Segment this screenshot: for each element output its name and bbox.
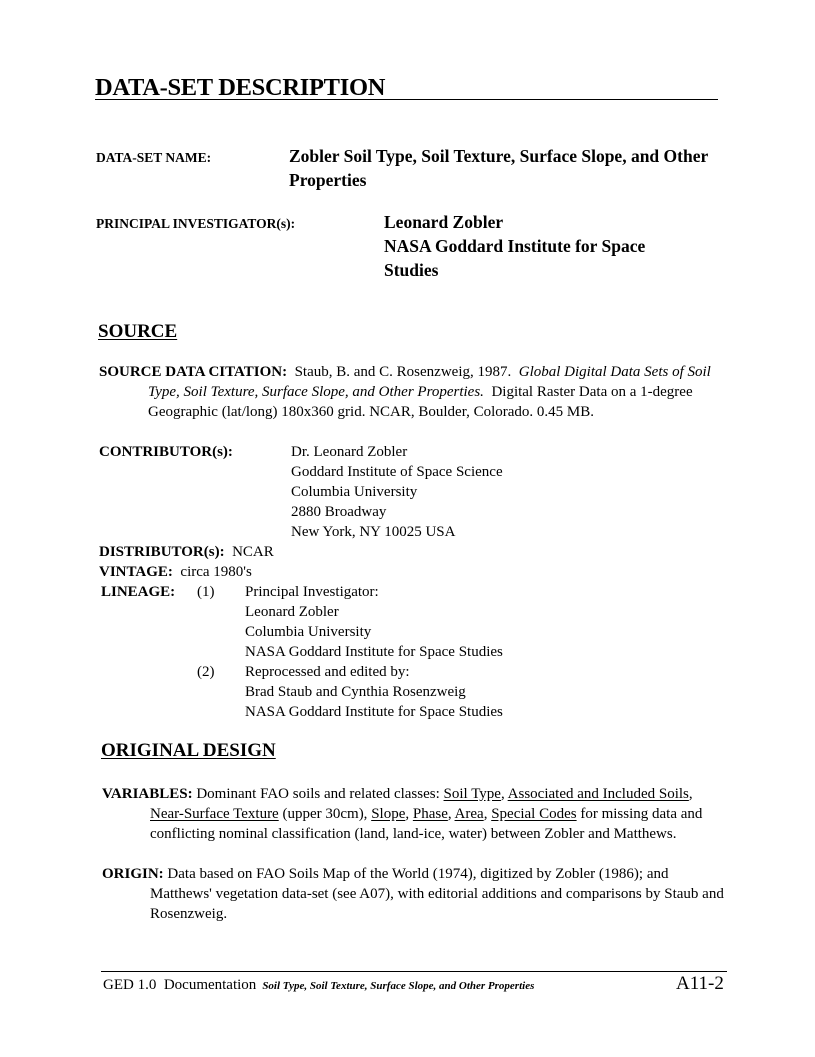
lineage-num: (2): [197, 664, 215, 680]
variables-intro: Dominant FAO soils and related classes:: [196, 786, 440, 802]
contributor-label: CONTRIBUTOR(s):: [99, 444, 233, 460]
source-heading: SOURCE: [98, 321, 178, 342]
contributor-line: 2880 Broadway: [291, 504, 387, 520]
contributor-line: New York, NY 10025 USA: [291, 524, 456, 540]
footer-rule: [101, 971, 727, 972]
contributor-line: Columbia University: [291, 484, 418, 500]
pi-line: NASA Goddard Institute for Space: [384, 236, 646, 256]
variable-phase: Phase: [412, 806, 448, 822]
lineage-line: Principal Investigator:: [245, 584, 379, 600]
lineage-label: LINEAGE:: [101, 584, 176, 600]
page-number: A11-2: [676, 973, 724, 994]
dataset-name-value: Zobler Soil Type, Soil Texture, Surface Slope, and Other Properties: [289, 146, 708, 190]
pi-value: [384, 210, 714, 282]
lineage-line: Leonard Zobler: [245, 604, 339, 620]
distributor: [99, 542, 274, 562]
citation-details: Digital Raster Data on a 1-degree Geographic (lat/long) 180x360 grid. NCAR, Boulder, Colorado. 0.45 MB.: [148, 384, 693, 420]
original-design-heading: ORIGINAL DESIGN: [101, 740, 276, 761]
distributor-value: NCAR: [232, 544, 274, 560]
title-rule: [95, 99, 718, 100]
contributor-line: Dr. Leonard Zobler: [291, 444, 408, 460]
footer-dataset-title: Soil Type, Soil Texture, Surface Slope, and Other Properties: [262, 980, 535, 992]
footer-doc-label: GED 1.0 Documentation: [103, 977, 257, 993]
lineage-line: Brad Staub and Cynthia Rosenzweig: [245, 684, 466, 700]
footer: [103, 977, 534, 994]
citation-authors: Staub, B. and C. Rosenzweig, 1987.: [294, 364, 512, 380]
origin-text: Data based on FAO Soils Map of the World (1974), digitized by Zobler (1986); and Matthews' vegetation data-set (see A07), with editorial additions and comparisons by Staub and Rosenzweig.: [150, 866, 724, 922]
pi-line: Leonard Zobler: [384, 212, 504, 232]
variable-associated-soils: Associated and Included Soils: [507, 786, 689, 802]
vintage-label: VINTAGE:: [99, 564, 173, 580]
citation-title: Global Digital Data Sets of Soil Type, Soil Texture, Surface Slope, and Other Properties.: [148, 364, 711, 400]
origin-paragraph: [102, 864, 727, 924]
variable-slope: Slope: [371, 806, 406, 822]
variables-label: VARIABLES:: [102, 786, 193, 802]
citation-label: SOURCE DATA CITATION:: [99, 364, 288, 380]
contributor-line: Goddard Institute of Space Science: [291, 464, 503, 480]
lineage-line: NASA Goddard Institute for Space Studies: [245, 704, 503, 720]
lineage-line: Columbia University: [245, 624, 372, 640]
lineage-line: NASA Goddard Institute for Space Studies: [245, 644, 503, 660]
page-title: DATA-SET DESCRIPTION: [95, 74, 386, 101]
distributor-label: DISTRIBUTOR(s):: [99, 544, 225, 560]
pi-label: PRINCIPAL INVESTIGATOR(s):: [96, 216, 296, 231]
lineage-num: (1): [197, 584, 215, 600]
pi-line: Studies: [384, 260, 439, 280]
dataset-name-label: DATA-SET NAME:: [96, 150, 212, 165]
origin-label: ORIGIN:: [102, 866, 164, 882]
vintage-value: circa 1980's: [180, 564, 252, 580]
variable-texture: Near-Surface Texture: [150, 806, 279, 822]
variable-texture-note: (upper 30cm),: [282, 806, 368, 822]
variable-soil-type: Soil Type: [443, 786, 501, 802]
lineage-line: Reprocessed and edited by:: [245, 664, 410, 680]
vintage: [99, 562, 252, 582]
source-citation: [99, 362, 729, 422]
variable-area: Area: [454, 806, 484, 822]
variables-tail: for missing data and conflicting nominal classification (land, land-ice, water) between Zobler and Matthews.: [150, 806, 703, 842]
variables-paragraph: VARIABLES: Dominant FAO soils and related classes: Soil Type, Associated and Included Soils, Near-Surface Texture (upper 30cm), Slope, Phase, Area, Special Codes for missing data and conflicting nominal classification (land, land-ice, water) between Zobler and Matthews.: [102, 786, 703, 842]
variable-special-codes: Special Codes: [491, 806, 577, 822]
